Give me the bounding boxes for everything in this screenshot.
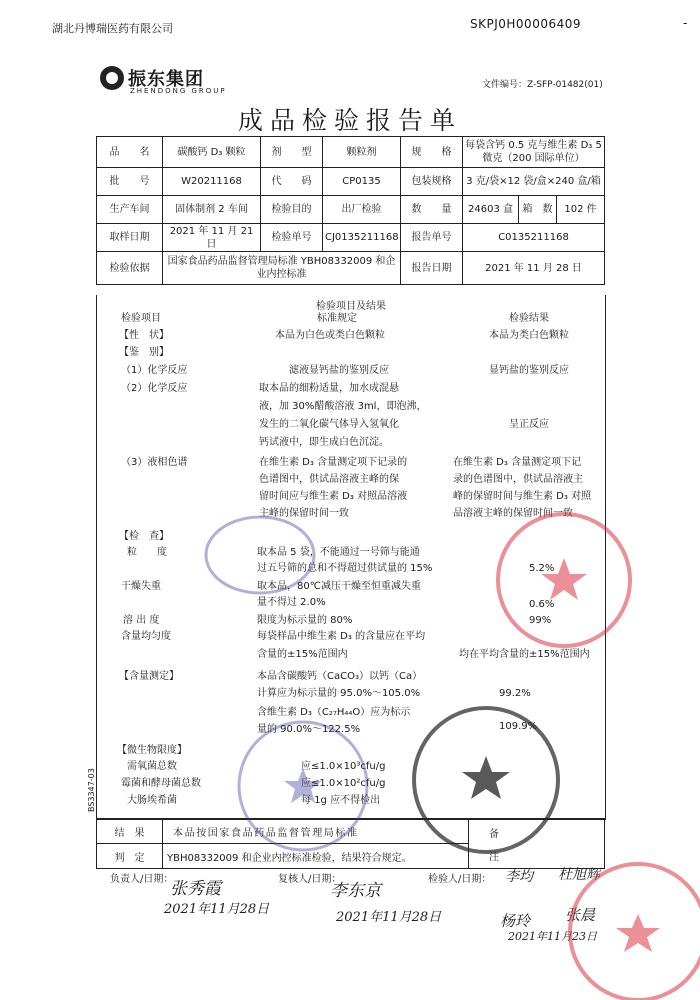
std-vd-l2: 量的 90.0%～122.5% xyxy=(257,724,361,735)
value-dosage-form: 颗粒剂 xyxy=(323,137,401,168)
label-test-no: 检验单号 xyxy=(261,224,323,252)
res-chem2: 呈正反应 xyxy=(509,419,549,430)
label-workshop: 生产车间 xyxy=(97,196,163,224)
item-drying: 干燥失重 xyxy=(121,581,161,592)
res-drying: 0.6% xyxy=(529,599,555,610)
label-spec: 规 格 xyxy=(401,137,463,168)
std-hplc-l3: 留时间应与维生素 D₃ 对照品溶液 xyxy=(259,491,408,502)
label-quantity: 数 量 xyxy=(401,196,463,224)
company-logo xyxy=(100,64,250,98)
label-batch: 批 号 xyxy=(97,168,163,196)
signature-tester-1: 李均 xyxy=(505,869,533,885)
std-assay-l2: 计算应为标示量的 95.0%～105.0% xyxy=(257,688,421,699)
seal-stamp-1 xyxy=(484,500,644,660)
label-code: 代 码 xyxy=(261,168,323,196)
std-particle-l1: 取本品 5 袋，不能通过一号筛与能通 xyxy=(257,547,420,558)
document-number: 文件编号：Z-SFP-01482(01) xyxy=(482,80,603,90)
label-boxes: 箱 数 xyxy=(519,196,557,224)
std-drying-l1: 取本品，80℃减压干燥至恒重减失重 xyxy=(257,581,421,592)
item-ecoli: 大肠埃希菌 xyxy=(127,795,177,806)
item-yeast: 霉菌和酵母菌总数 xyxy=(121,778,201,789)
std-hplc-l1: 在维生素 D₃ 含量测定项下记录的 xyxy=(259,457,408,468)
signature-responsible: 张秀霞 xyxy=(170,879,221,899)
value-product-name: 碳酸钙 D₃ 颗粒 xyxy=(163,137,261,168)
seal-stamp-4 xyxy=(406,700,566,860)
item-chem2: （2）化学反应 xyxy=(121,383,188,394)
col-standard: 标准规定 xyxy=(317,313,357,324)
value-basis: 国家食品药品监督管理局标准 YBH08332009 和企业内控标准 xyxy=(163,252,401,285)
std-assay-l1: 本品含碳酸钙（CaCO₃）以钙（Ca） xyxy=(257,671,423,682)
tester-label: 检验人/日期： xyxy=(428,874,492,885)
label-result: 结 果 xyxy=(97,819,163,844)
value-sample-date: 2021 年 11 月 21 日 xyxy=(163,224,261,252)
res-assay-ca: 99.2% xyxy=(499,688,531,699)
res-chem1: 显钙盐的鉴别反应 xyxy=(489,365,569,376)
item-check: 【检 查】 xyxy=(119,531,169,542)
std-chem2-l1: 取本品的细粉适量，加水成混悬 xyxy=(259,383,399,394)
header-tick: - xyxy=(683,16,688,30)
signature-tester-2: 杜旭辉 xyxy=(558,867,600,883)
std-vd-l1: 含维生素 D₃（C₂₇H₄₄O）应为标示 xyxy=(257,707,411,718)
value-report-date: 2021 年 11 月 28 日 xyxy=(463,252,605,285)
value-package: 3 克/袋×12 袋/盒×240 盒/箱 xyxy=(463,168,605,196)
report-title: 成品检验报告单 xyxy=(237,106,462,135)
item-uniformity: 含量均匀度 xyxy=(121,631,171,642)
header-serial: SKPJ0H00006409 xyxy=(470,17,581,31)
item-hplc: （3）液相色谱 xyxy=(121,457,188,468)
value-boxes: 102 件 xyxy=(557,196,605,224)
logo-en-text: ZHENDONG GROUP xyxy=(130,87,227,95)
logo-icon xyxy=(100,66,124,90)
std-uniformity-l2: 含量的±15%范围内 xyxy=(257,649,348,660)
date-responsible: 2021年11月28日 xyxy=(164,902,270,917)
col-item: 检验项目 xyxy=(121,313,161,324)
value-spec: 每袋含钙 0.5 克与维生素 D₃ 5 微克（200 国际单位） xyxy=(463,137,605,168)
item-particle: 粒 度 xyxy=(127,547,167,558)
responsible-label: 负责人/日期： xyxy=(110,874,174,885)
label-package: 包装规格 xyxy=(401,168,463,196)
label-report-no: 报告单号 xyxy=(401,224,463,252)
std-chem2-l3: 发生的二氧化碳气体导入氢氧化 xyxy=(259,419,399,430)
item-aerobic: 需氧菌总数 xyxy=(127,761,177,772)
std-ecoli: 每 1g 应不得检出 xyxy=(301,795,381,806)
std-appearance: 本品为白色或类白色颗粒 xyxy=(275,330,385,341)
label-product-name: 品 名 xyxy=(97,137,163,168)
value-workshop: 固体制剂 2 车间 xyxy=(163,196,261,224)
seal-stamp-5 xyxy=(556,850,700,1000)
res-assay-vd: 109.9% xyxy=(499,721,538,732)
res-particle: 5.2% xyxy=(529,563,555,574)
std-uniformity-l1: 每袋样品中维生素 D₃ 的含量应在平均 xyxy=(257,631,426,642)
section-heading: 检验项目及结果 xyxy=(316,301,386,312)
remarks-label-2: 注 xyxy=(489,851,499,863)
item-dissolution: 溶 出 度 xyxy=(123,615,160,626)
value-code: CP0135 xyxy=(323,168,401,196)
item-chem1: （1）化学反应 xyxy=(121,365,188,376)
res-hplc-l2: 录的色谱图中，供试品溶液主 xyxy=(453,474,583,485)
res-appearance: 本品为类白色颗粒 xyxy=(489,330,569,341)
std-dissolution: 限度为标示量的 80% xyxy=(257,615,353,626)
conclusion-line1: 本品按国家食品药品监督管理局标准 xyxy=(163,819,469,844)
item-microbial: 【微生物限度】 xyxy=(117,745,187,756)
label-basis: 检验依据 xyxy=(97,252,163,285)
conclusion-line2: YBH08332009 和企业内控标准检验，结果符合规定。 xyxy=(163,844,469,869)
label-report-date: 报告日期 xyxy=(401,252,463,285)
seal-stamp-2 xyxy=(200,510,320,600)
std-yeast: 应≤1.0×10²cfu/g xyxy=(301,778,386,789)
label-dosage-form: 剂 型 xyxy=(261,137,323,168)
logo-cn-text: 振东集团 xyxy=(128,69,204,90)
side-code: BS3347-03 xyxy=(87,768,96,812)
signature-reviewer: 李东京 xyxy=(330,881,381,901)
value-report-no: C0135211168 xyxy=(463,224,605,252)
value-purpose: 出厂检验 xyxy=(323,196,401,224)
std-aerobic: 应≤1.0×10³cfu/g xyxy=(301,761,386,772)
seal-stamp-3 xyxy=(218,716,388,856)
std-chem1: 滤液显钙盐的鉴别反应 xyxy=(289,365,389,376)
remarks-label-1: 备 xyxy=(489,828,499,840)
col-result: 检验结果 xyxy=(509,313,549,324)
signature-tester-3: 杨玲 xyxy=(500,912,531,930)
header-company: 湖北丹博瑞医药有限公司 xyxy=(52,22,173,35)
signature-tester-4: 张晨 xyxy=(565,906,596,924)
label-purpose: 检验目的 xyxy=(261,196,323,224)
label-sample-date: 取样日期 xyxy=(97,224,163,252)
date-tester: 2021年11月23日 xyxy=(508,930,597,943)
std-chem2-l2: 液，加 30%醋酸溶液 3ml，即泡沸， xyxy=(259,401,427,412)
item-identification: 【鉴 别】 xyxy=(119,347,169,358)
item-assay: 【含量测定】 xyxy=(119,671,179,682)
res-uniformity: 均在平均含量的±15%范围内 xyxy=(459,649,590,660)
std-chem2-l4: 钙试液中，即生成白色沉淀。 xyxy=(259,437,389,448)
value-test-no: CJ0135211168 xyxy=(323,224,401,252)
date-reviewer: 2021年11月28日 xyxy=(336,910,442,925)
std-hplc-l4: 主峰的保留时间一致 xyxy=(259,508,349,519)
item-appearance: 【性 状】 xyxy=(119,330,169,341)
value-quantity: 24603 盒 xyxy=(463,196,519,224)
res-hplc-l1: 在维生素 D₃ 含量测定项下记 xyxy=(453,457,582,468)
res-hplc-l4: 品溶液主峰的保留时间一致 xyxy=(453,508,573,519)
reviewer-label: 复核人/日期： xyxy=(278,874,342,885)
std-hplc-l2: 色谱图中，供试品溶液主峰的保 xyxy=(259,474,399,485)
std-drying-l2: 量不得过 2.0% xyxy=(257,597,326,608)
std-particle-l2: 过五号筛的总和不得超过供试量的 15% xyxy=(257,563,433,574)
res-hplc-l3: 峰的保留时间与维生素 D₃ 对照 xyxy=(453,491,592,502)
label-verdict: 判 定 xyxy=(97,844,163,869)
res-dissolution: 99% xyxy=(529,615,552,626)
info-table xyxy=(96,136,605,285)
value-batch: W20211168 xyxy=(163,168,261,196)
